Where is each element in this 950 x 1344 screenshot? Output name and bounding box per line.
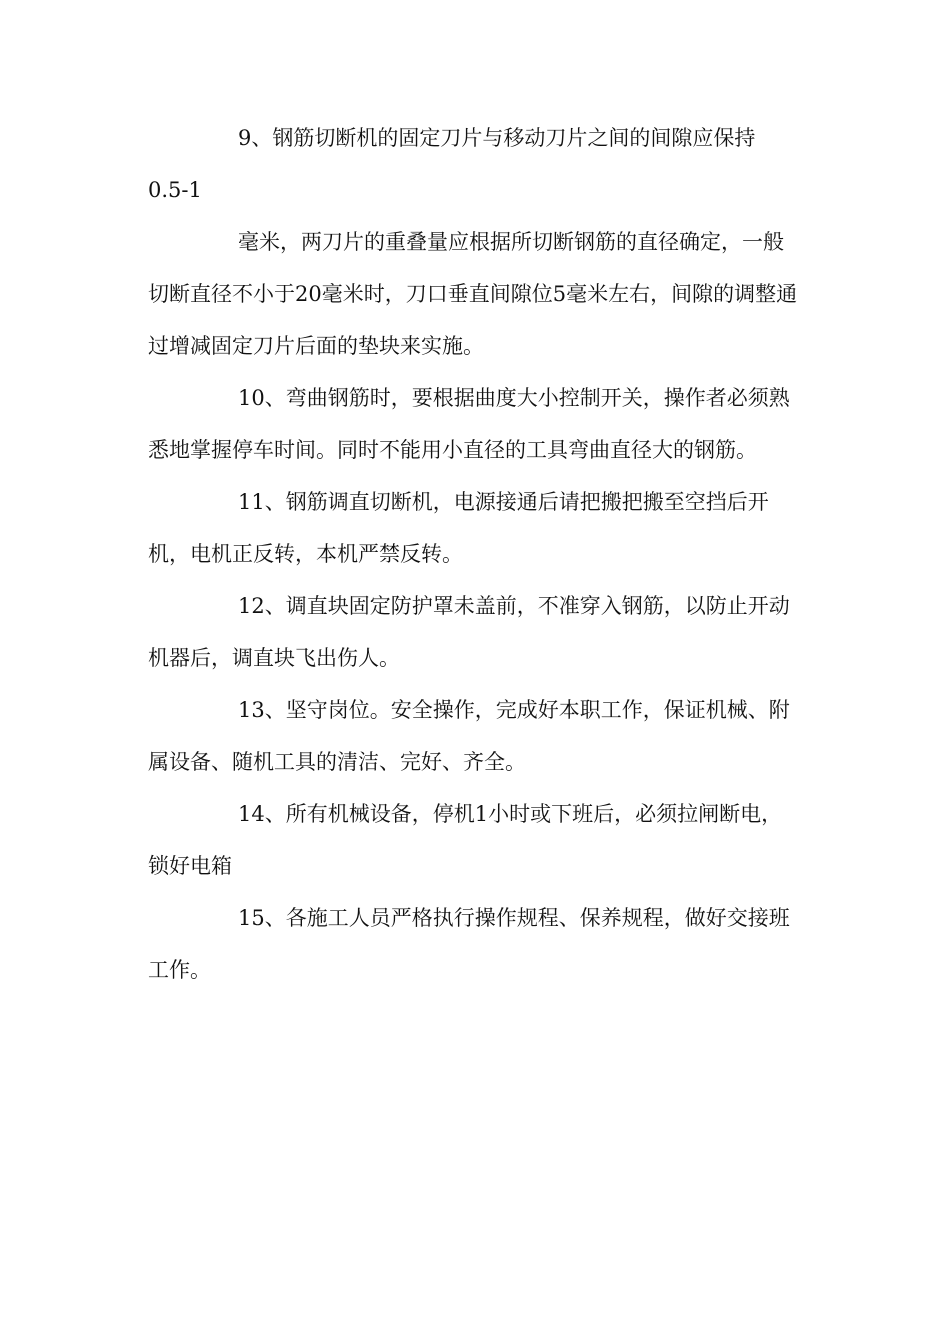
paragraph-item-13: 13、坚守岗位。安全操作，完成好本职工作，保证机械、附属设备、随机工具的清洁、完好、齐全。 [148,698,790,774]
paragraph-item-9-detail: 毫米，两刀片的重叠量应根据所切断钢筋的直径确定，一般切断直径不小于20毫米时，刀口垂直间隙位5毫米左右，间隙的调整通过增减固定刀片后面的垫块来实施。 [148,230,798,358]
paragraph-item-9: 9、钢筋切断机的固定刀片与移动刀片之间的间隙应保持 [238,126,756,150]
paragraph-item-9-continuation: 0.5-1 [148,178,202,202]
paragraph-item-15: 15、各施工人员严格执行操作规程、保养规程，做好交接班工作。 [148,906,790,982]
document-body [148,112,802,996]
paragraph-item-11: 11、钢筋调直切断机，电源接通后请把搬把搬至空挡后开机，电机正反转，本机严禁反转。 [148,490,769,566]
paragraph-item-10: 10、弯曲钢筋时，要根据曲度大小控制开关，操作者必须熟悉地掌握停车时间。同时不能用小直径的工具弯曲直径大的钢筋。 [148,386,790,462]
paragraph-item-12: 12、调直块固定防护罩未盖前，不准穿入钢筋，以防止开动机器后，调直块飞出伤人。 [148,594,790,670]
paragraph-item-14: 14、所有机械设备，停机1小时或下班后，必须拉闸断电，锁好电箱 [148,802,783,878]
